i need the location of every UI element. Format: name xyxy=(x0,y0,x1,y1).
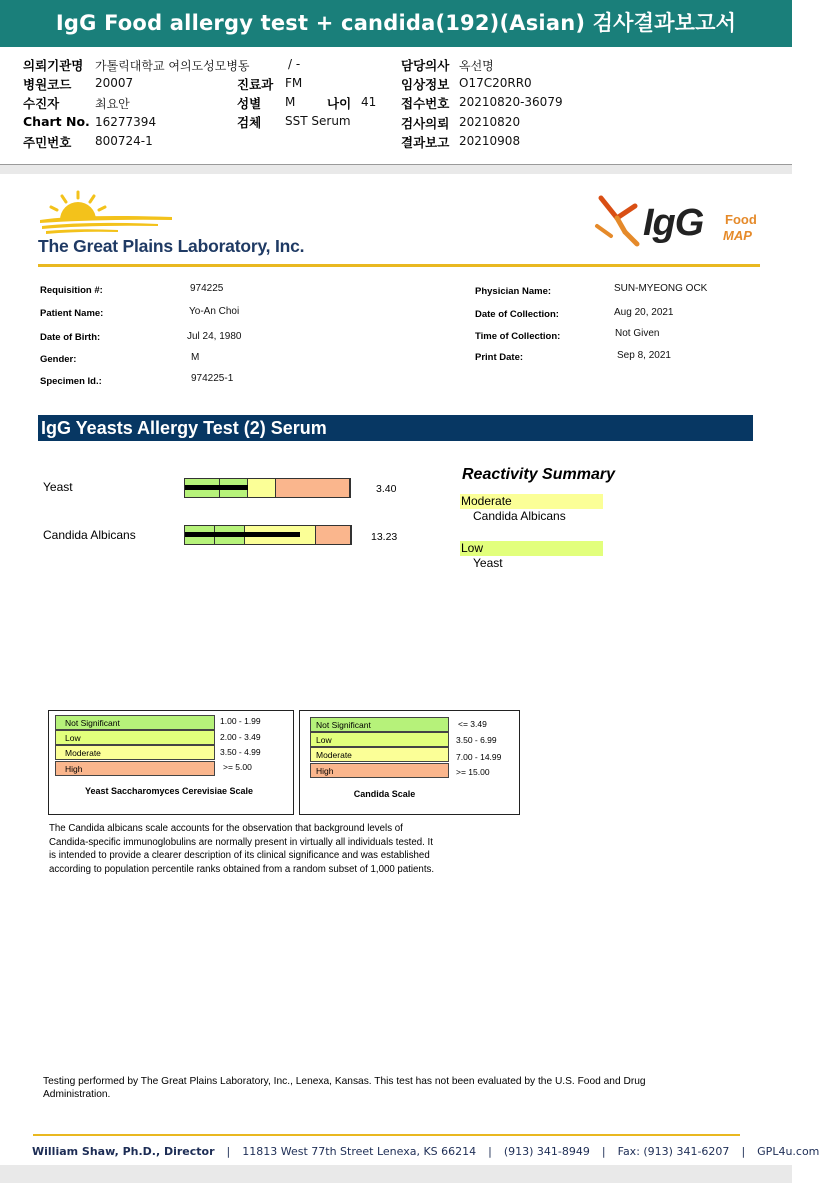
yeast-scale-title: Yeast Saccharomyces Cerevisiae Scale xyxy=(84,786,254,796)
disclaimer-line: Testing performed by The Great Plains Laboratory, Inc., Lenexa, Kansas. This test has not been evaluated by the U.S. Food and Drug xyxy=(43,1076,646,1087)
label-physician-name: Physician Name: xyxy=(475,286,552,297)
value-receipt-no: 20210820-36079 xyxy=(459,95,563,109)
scale-row-low: Low xyxy=(55,730,215,745)
label-request-date: 검사의뢰 xyxy=(401,116,450,131)
value-age: 41 xyxy=(361,95,377,109)
footnote-line: The Candida albicans scale accounts for the observation that background levels of xyxy=(49,823,403,834)
label-patient-name: Patient Name: xyxy=(40,308,104,319)
gold-divider xyxy=(38,264,760,267)
lab-report-page xyxy=(20,176,819,1163)
scale-row-moderate: Moderate xyxy=(55,745,215,760)
label-institution: 의뢰기관명 xyxy=(23,58,84,73)
value-institution: 가톨릭대학교 여의도성모병동 xyxy=(95,59,250,73)
value-ward: / - xyxy=(288,57,301,71)
value-hospital-code: 20007 xyxy=(95,76,134,90)
footer-gold-divider xyxy=(33,1134,740,1136)
value-request-date: 20210820 xyxy=(459,115,521,129)
scale-row-low: Low xyxy=(310,732,449,747)
logo-map-text: MAP xyxy=(723,228,752,243)
value-specimen-id: 974225-1 xyxy=(191,373,234,384)
page-gap-bottom xyxy=(0,1165,792,1183)
separator: | xyxy=(226,1145,231,1158)
label-receipt-no: 접수번호 xyxy=(401,96,450,111)
label-gender: Gender: xyxy=(40,354,77,365)
antibody-icon xyxy=(595,192,645,250)
label-hospital-code: 병원코드 xyxy=(23,77,72,92)
label-department: 진료과 xyxy=(237,77,274,92)
report-title: IgG Food allergy test + candida(192)(Asian) 검사결과보고서 xyxy=(0,0,792,47)
score-yeast: 3.40 xyxy=(376,483,397,495)
value-collection-time: Not Given xyxy=(615,328,660,339)
label-requisition: Requisition #: xyxy=(40,285,103,296)
lab-phone: (913) 341-8949 xyxy=(503,1145,590,1158)
igg-logo-text: IgG xyxy=(643,202,704,244)
scale-range: 1.00 - 1.99 xyxy=(220,716,261,726)
label-specimen-id: Specimen Id.: xyxy=(40,376,102,387)
lab-website[interactable]: GPL4u.com xyxy=(757,1145,819,1158)
label-age: 나이 xyxy=(327,96,352,111)
label-chart-no: Chart No. xyxy=(23,114,90,129)
label-specimen: 검체 xyxy=(237,115,262,130)
label-sex: 성별 xyxy=(237,96,262,111)
scale-range: 3.50 - 4.99 xyxy=(220,747,261,757)
logo-food-text: Food xyxy=(725,212,757,227)
scale-row-high: High xyxy=(55,761,215,776)
yeast-scale-box xyxy=(48,710,294,815)
test-name-yeast: Yeast xyxy=(43,480,73,494)
value-report-date: 20210908 xyxy=(459,134,521,148)
label-collection-time: Time of Collection: xyxy=(475,331,561,342)
bar-segment xyxy=(248,479,276,497)
value-sex: M xyxy=(285,95,296,109)
bar-segment xyxy=(316,526,351,544)
section-title: IgG Yeasts Allergy Test (2) Serum xyxy=(38,415,753,441)
reactivity-bar-candida xyxy=(184,525,352,545)
summary-level-low: Low xyxy=(460,541,603,556)
separator: | xyxy=(601,1145,606,1158)
score-candida: 13.23 xyxy=(371,531,398,543)
testing-disclaimer xyxy=(43,1075,743,1101)
scale-row-not-significant: Not Significant xyxy=(310,717,449,732)
label-collection-date: Date of Collection: xyxy=(475,309,559,320)
candida-footnote xyxy=(49,822,489,876)
reactivity-summary-title: Reactivity Summary xyxy=(462,466,615,483)
scale-range: 7.00 - 14.99 xyxy=(456,752,502,762)
reactivity-bar-yeast xyxy=(184,478,351,498)
label-print-date: Print Date: xyxy=(475,352,524,363)
bar-segment xyxy=(276,479,350,497)
value-chart-no: 16277394 xyxy=(95,115,157,129)
page-gap-top xyxy=(0,165,792,174)
value-specimen: SST Serum xyxy=(285,114,351,128)
footnote-line: according to population percentile ranks obtained from a random subset of 1,000 patients. xyxy=(49,863,435,875)
sun-logo-icon xyxy=(38,190,178,236)
value-physician: 옥선명 xyxy=(459,59,494,73)
value-print-date: Sep 8, 2021 xyxy=(617,350,671,361)
scale-row-moderate: Moderate xyxy=(310,747,449,762)
candida-scale-box xyxy=(299,710,520,815)
value-collection-date: Aug 20, 2021 xyxy=(614,307,674,318)
test-name-candida: Candida Albicans xyxy=(43,528,136,542)
label-clinical-info: 임상정보 xyxy=(401,77,450,92)
scale-row-not-significant: Not Significant xyxy=(55,715,215,730)
summary-item-yeast: Yeast xyxy=(473,556,503,570)
candida-scale-title: Candida Scale xyxy=(353,789,416,799)
scale-range: >= 15.00 xyxy=(456,767,490,777)
lab-address: 11813 West 77th Street Lenexa, KS 66214 xyxy=(242,1145,477,1158)
value-physician-name: SUN-MYEONG OCK xyxy=(614,283,708,294)
label-patient: 수진자 xyxy=(23,96,60,111)
value-requisition: 974225 xyxy=(190,283,224,294)
scale-range: 3.50 - 6.99 xyxy=(456,735,497,745)
value-dob: Jul 24, 1980 xyxy=(187,331,242,342)
scale-row-high: High xyxy=(310,763,449,778)
director-name: William Shaw, Ph.D., Director xyxy=(32,1145,215,1158)
value-clinical-info: O17C20RR0 xyxy=(459,76,532,90)
value-patient: 최요안 xyxy=(95,97,130,111)
score-pointer xyxy=(185,485,248,490)
label-resident-no: 주민번호 xyxy=(23,135,72,150)
lab-fax: Fax: (913) 341-6207 xyxy=(617,1145,730,1158)
scale-range: >= 5.00 xyxy=(223,762,252,772)
lab-name: The Great Plains Laboratory, Inc. xyxy=(38,236,305,256)
lab-footer xyxy=(32,1145,819,1158)
footnote-line: is intended to provide a clearer description of its clinical significance and was established xyxy=(49,850,430,861)
disclaimer-line: Administration. xyxy=(43,1089,111,1100)
report-header-info xyxy=(0,47,792,166)
label-dob: Date of Birth: xyxy=(40,332,101,343)
value-gender: M xyxy=(191,352,200,363)
footnote-line: Candida-specific immunoglobulins are normally present in virtually all individuals tested. It xyxy=(49,836,433,848)
value-resident-no: 800724-1 xyxy=(95,134,153,148)
summary-level-moderate: Moderate xyxy=(460,494,603,509)
value-department: FM xyxy=(285,76,303,90)
score-pointer xyxy=(185,532,300,537)
label-physician: 담당의사 xyxy=(401,58,450,73)
summary-item-candida: Candida Albicans xyxy=(473,509,566,523)
separator: | xyxy=(488,1145,492,1158)
separator: | xyxy=(741,1145,746,1158)
value-patient-name: Yo-An Choi xyxy=(189,306,240,317)
label-report-date: 결과보고 xyxy=(401,135,450,150)
scale-range: 2.00 - 3.49 xyxy=(220,732,261,742)
scale-range: <= 3.49 xyxy=(458,719,487,729)
